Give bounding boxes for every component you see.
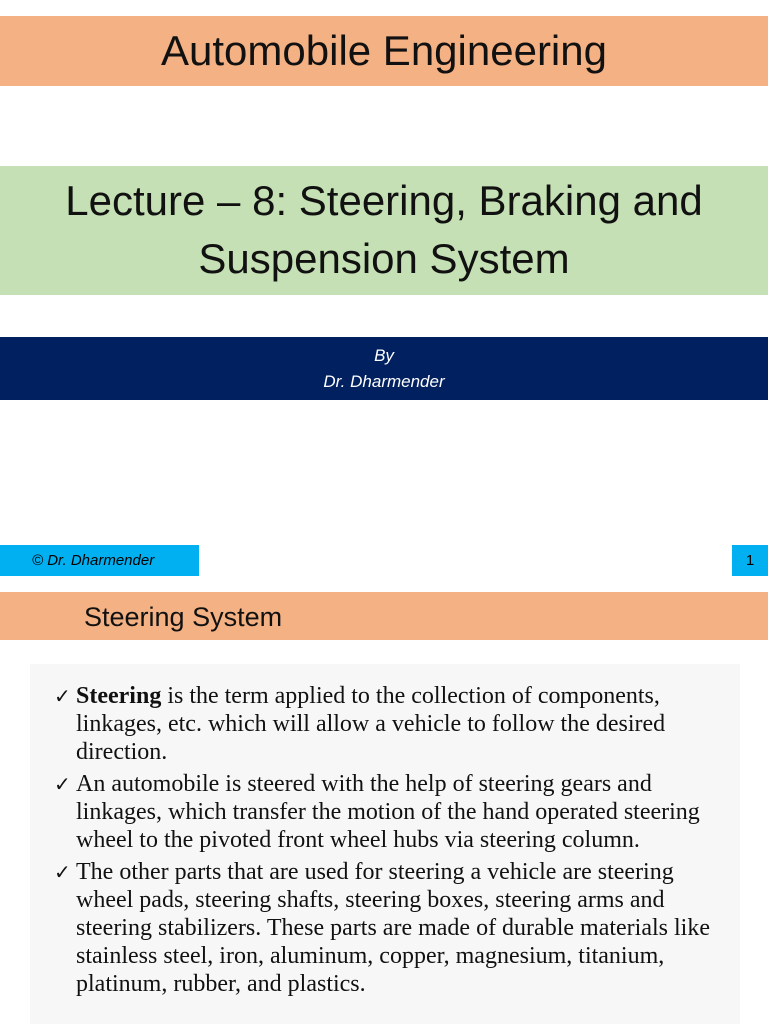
check-icon: ✓ — [54, 772, 71, 796]
course-title: Automobile Engineering — [0, 16, 768, 86]
lecture-title — [0, 166, 768, 295]
content-box — [30, 664, 740, 1024]
lecture-title-line-1: Lecture – 8: Steering, Braking and — [65, 177, 703, 224]
bullet-item — [54, 858, 724, 998]
author-banner — [0, 337, 768, 400]
section-title: Steering System — [0, 592, 768, 640]
bullet-text: An automobile is steered with the help of steering gears and linkages, which transfer the motion of the hand operated steering wheel to the pivoted front wheel hubs via steering column. — [76, 771, 700, 853]
page-number: 1 — [732, 545, 768, 576]
bullet-item — [54, 770, 724, 854]
author-name: Dr. Dharmender — [323, 372, 445, 391]
check-icon: ✓ — [54, 684, 71, 708]
bullet-item — [54, 682, 724, 766]
check-icon: ✓ — [54, 860, 71, 884]
bullet-text: is the term applied to the collection of components, linkages, etc. which will allow a vehicle to follow the desired direction. — [76, 683, 666, 765]
lecture-title-line-2: Suspension System — [198, 235, 570, 282]
bullet-text: The other parts that are used for steering a vehicle are steering wheel pads, steering shafts, steering boxes, steering arms and steering stabilizers. These parts are made of durable materials like stainless steel, iron, aluminum, copper, magnesium, titanium, platinum, rubber, and plastics. — [76, 859, 710, 997]
slide-divider — [0, 584, 768, 592]
footer-copyright: © Dr. Dharmender — [0, 545, 199, 576]
steering-slide — [0, 592, 768, 1024]
bullet-term: Steering — [76, 683, 162, 709]
by-label: By — [374, 346, 394, 365]
